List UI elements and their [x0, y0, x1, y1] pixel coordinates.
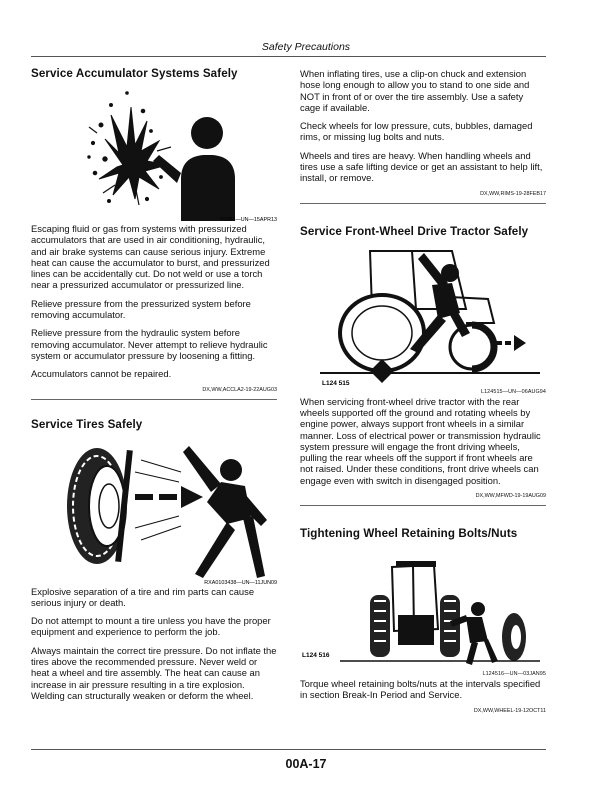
page-number: 00A-17: [285, 757, 327, 771]
tire-explosion-illustration: [31, 432, 277, 586]
front-wheel-drive-inner-label: L124 515: [322, 379, 350, 387]
right-column: [300, 68, 546, 715]
front-wheel-drive-heading: Service Front-Wheel Drive Tractor Safely: [300, 224, 529, 238]
accumulator-paragraph-1: Escaping fluid or gas from systems with pressurized accumulators that are used in air conditioning, hydraulic, and air brake systems can cause serious injury. Extreme heat can cause the accumulator to burst, and pressurized lines can be accidentally cut. Do not weld or use a torch near a pressurized accumulator or pressurized line.: [31, 223, 270, 291]
tires-figure-label: RXA0103438—UN—11JUN09: [204, 579, 277, 586]
tires-continued-paragraph-3: Wheels and tires are heavy. When handling wheels and tires use a safe lifting device or get an assistant to help lift, install, or remove.: [300, 149, 543, 184]
header-rule: [31, 56, 546, 57]
front-wheel-drive-figure-label: L124515—UN—06AUG94: [480, 388, 546, 395]
rims-reference-code: DX,WW,RIMS-19-28FEB17: [480, 190, 546, 197]
tires-heading: Service Tires Safely: [31, 417, 143, 431]
tires-paragraph-3: Always maintain the correct tire pressure. Do not inflate the tires above the recommended pressure. Never weld or heat a wheel and tire assembly. The heat can cause an increase in air pressure resulting in a tire explosion. Welding can structurally weaken or deform the wheel.: [31, 644, 277, 701]
tires-paragraph-2: Do not attempt to mount a tire unless you have the proper equipment and experience to perform the job.: [31, 615, 271, 638]
accumulator-paragraph-3: Relieve pressure from the hydraulic system before removing accumulator. Never attempt to relieve hydraulic system or accumulator pressure by loosening a fitting.: [31, 327, 268, 361]
wheel-bolts-inner-label: L124 516: [302, 652, 330, 660]
accumulator-heading: Service Accumulator Systems Safely: [31, 67, 238, 80]
front-wheel-drive-paragraph: When servicing front-wheel drive tractor with the rear wheels supported off the ground and rotating wheels by engine power, always support front wheels in a similar manner. Loss of electrical power or transmission hydraulic system pressure will engage the front driving wheels, pulling the rear wheels off the support if front wheels are not raised. Under these conditions, front drive wheels can engage even with switch in disengaged position.: [300, 395, 541, 486]
tires-paragraph-1: Explosive separation of a tire and rim parts can cause serious injury or death.: [31, 585, 255, 608]
mfwd-reference-code: DX,WW,MFWD-19-19AUG09: [475, 493, 546, 500]
tires-continued-paragraph-2: Check wheels for low pressure, cuts, bubbles, damaged rims, or missing lug bolts and nuts.: [300, 120, 533, 143]
wheel-bolts-heading: Tightening Wheel Retaining Bolts/Nuts: [300, 527, 518, 541]
accumulator-paragraph-2: Relieve pressure from the pressurized system before removing accumulator.: [31, 297, 251, 321]
footer-rule: [31, 749, 546, 750]
page-header: Safety Precautions: [261, 41, 351, 53]
accumulator-explosion-illustration: [31, 81, 277, 223]
tires-continued-paragraph-1: When inflating tires, use a clip-on chuck and extension hose long enough to allow you to stand to one side and NOT in front of or over the tire assembly. Use a safety cage if available.: [300, 68, 530, 113]
wheel-bolts-paragraph: Torque wheel retaining bolts/nuts at the intervals specified in section Break-In Period and Service.: [300, 678, 541, 701]
left-column: [31, 66, 277, 708]
front-wheel-drive-illustration: [300, 239, 546, 389]
wheel-bolts-illustration: [300, 541, 546, 671]
accumulator-paragraph-4: Accumulators cannot be repaired.: [31, 368, 172, 380]
wheel-reference-code: DX,WW,WHEEL-19-12OCT11: [473, 707, 546, 714]
wheel-bolts-figure-label: L124516—UN—03JAN95: [482, 671, 546, 678]
accumulator-figure-label: TS281—UN—15APR13: [219, 217, 277, 223]
accumulator-reference-code: DX,WW,ACCLA2-19-22AUG03: [202, 386, 277, 393]
